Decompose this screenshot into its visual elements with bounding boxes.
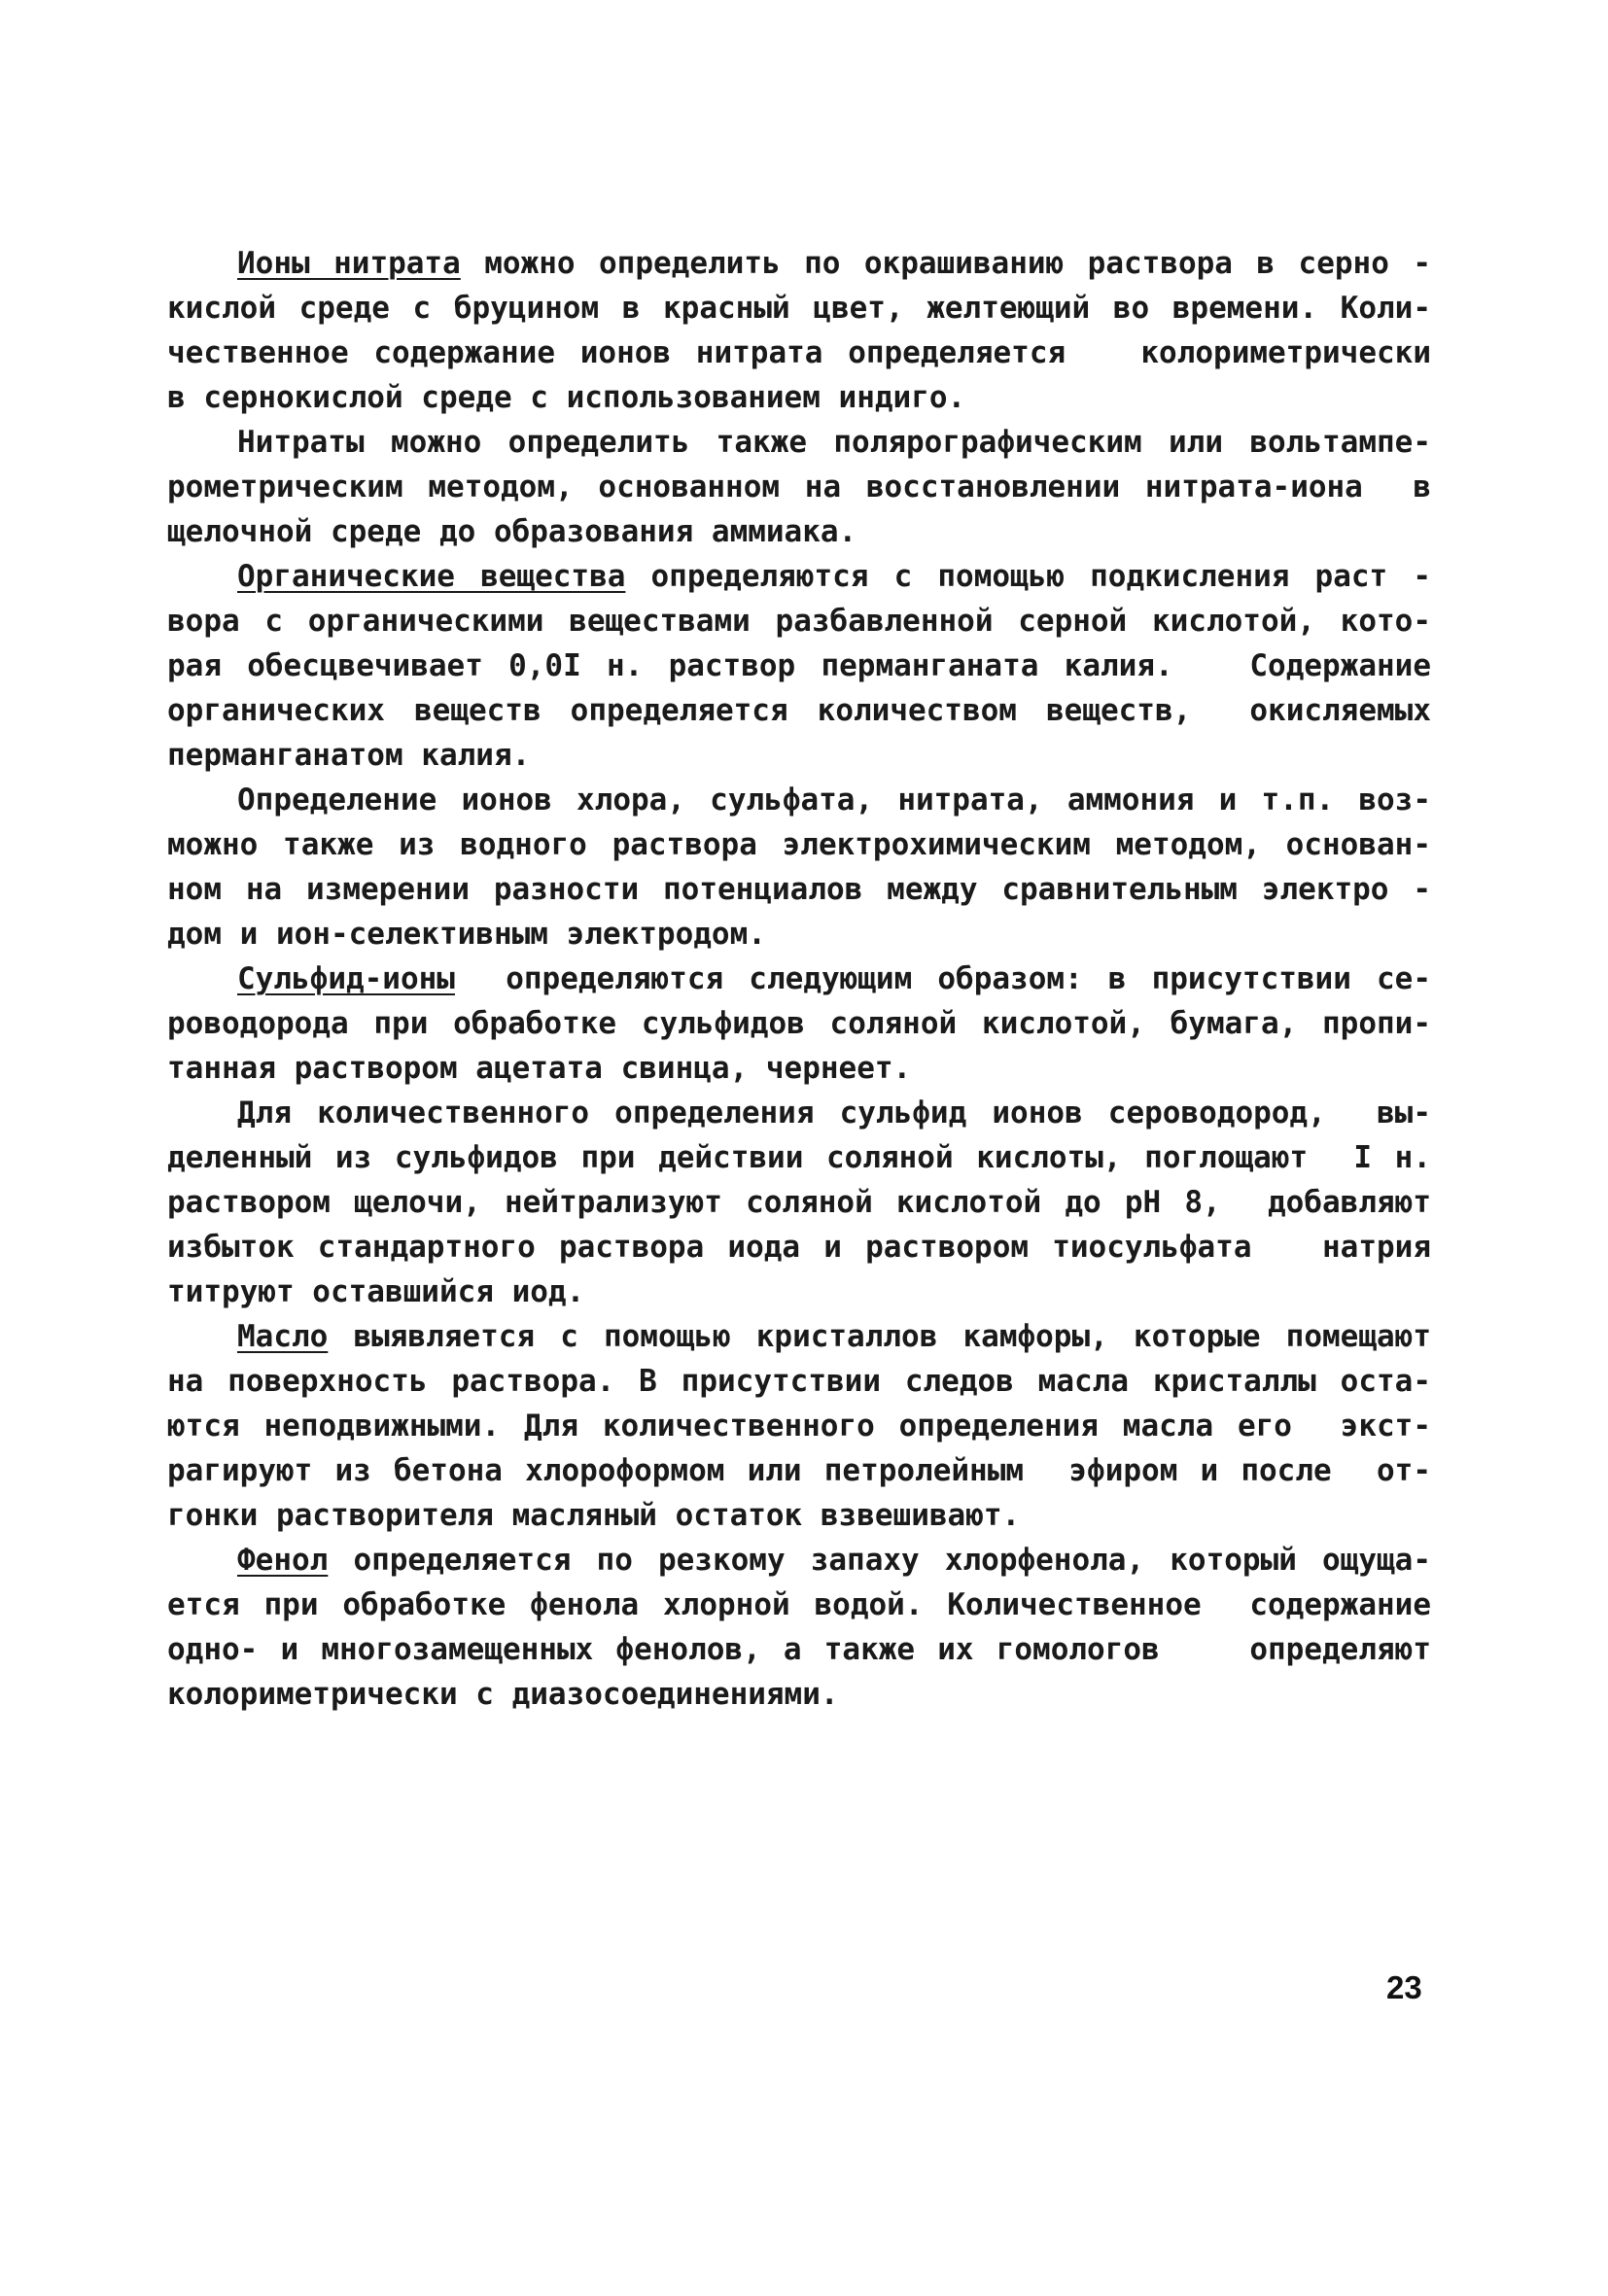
underlined-term: Фенол	[237, 1543, 329, 1578]
text-line: рометрическим методом, основанном на восстановлении нитрата-иона в	[167, 470, 1431, 504]
text-line: органических веществ определяется количеством веществ, окисляемых	[167, 693, 1431, 728]
text-line: раствором щелочи, нейтрализуют соляной кислотой до рН 8, добавляют	[167, 1185, 1431, 1220]
line-text: определяются следующим образом: в присутствии се-	[454, 961, 1431, 996]
line-text: определяются с помощью подкисления раст -	[625, 559, 1431, 594]
text-line	[167, 957, 1431, 1001]
text-line: избыток стандартного раствора иода и раствором тиосульфата натрия	[167, 1230, 1431, 1265]
paragraph	[167, 778, 1431, 957]
line-text: можно определить по окрашиванию раствора в серно -	[460, 246, 1431, 281]
text-line: дом и ион-селективным электродом.	[167, 917, 766, 952]
paragraph	[167, 241, 1431, 420]
page-number: 23	[1386, 1969, 1422, 2005]
body-text	[167, 241, 1431, 1717]
text-line: ется при обработке фенола хлорной водой. Количественное содержание	[167, 1587, 1431, 1622]
text-line: ном на измерении разности потенциалов между сравнительным электро -	[167, 872, 1431, 907]
text-line: на поверхность раствора. В присутствии следов масла кристаллы оста-	[167, 1364, 1431, 1399]
text-line: деленный из сульфидов при действии соляной кислоты, поглощают I н.	[167, 1140, 1431, 1175]
paragraph	[167, 1314, 1431, 1538]
text-line: щелочной среде до образования аммиака.	[167, 514, 857, 549]
paragraph	[167, 554, 1431, 778]
underlined-term: Сульфид-ионы	[237, 961, 455, 996]
text-line: одно- и многозамещенных фенолов, а также их гомологов определяют	[167, 1632, 1431, 1667]
text-line: Для количественного определения сульфид ионов сероводород, вы-	[237, 1096, 1431, 1131]
line-text: определяется по резкому запаху хлорфенола, который ощуща-	[328, 1543, 1431, 1578]
paragraph	[167, 1091, 1431, 1314]
text-line: перманганатом калия.	[167, 738, 531, 773]
underlined-term: Масло	[237, 1319, 329, 1354]
text-line: титруют оставшийся иод.	[167, 1274, 585, 1309]
text-line: ются неподвижными. Для количественного определения масла его экст-	[167, 1409, 1431, 1444]
text-line: в сернокислой среде с использованием индиго.	[167, 380, 966, 415]
text-line: танная раствором ацетата свинца, чернеет.	[167, 1051, 912, 1086]
text-line: рагируют из бетона хлороформом или петролейным эфиром и после от-	[167, 1453, 1431, 1488]
text-line: кислой среде с бруцином в красный цвет, желтеющий во времени. Коли-	[167, 291, 1431, 326]
text-line: гонки растворителя масляный остаток взвешивают.	[167, 1498, 1021, 1533]
text-line	[167, 554, 1431, 599]
underlined-term: Ионы нитрата	[237, 246, 461, 281]
text-line	[167, 1538, 1431, 1583]
text-line	[167, 1314, 1431, 1359]
paragraph	[167, 957, 1431, 1091]
text-line: Нитраты можно определить также полярографическим или вольтампе-	[237, 425, 1431, 460]
text-line: роводорода при обработке сульфидов соляной кислотой, бумага, пропи-	[167, 1006, 1431, 1041]
paragraph	[167, 420, 1431, 554]
text-line: можно также из водного раствора электрохимическим методом, основан-	[167, 827, 1431, 862]
text-line: вора с органическими веществами разбавленной серной кислотой, кото-	[167, 604, 1431, 639]
text-line: рая обесцвечивает 0,0I н. раствор перманганата калия. Содержание	[167, 648, 1431, 683]
text-line: чественное содержание ионов нитрата определяется колориметрически	[167, 335, 1431, 370]
underlined-term: Органические вещества	[237, 559, 626, 594]
text-line: Определение ионов хлора, сульфата, нитрата, аммония и т.п. воз-	[237, 783, 1431, 818]
line-text: выявляется с помощью кристаллов камфоры, которые помещают	[328, 1319, 1431, 1354]
text-line	[167, 241, 1431, 286]
text-line: колориметрически с диазосоединениями.	[167, 1677, 839, 1712]
paragraph	[167, 1538, 1431, 1717]
